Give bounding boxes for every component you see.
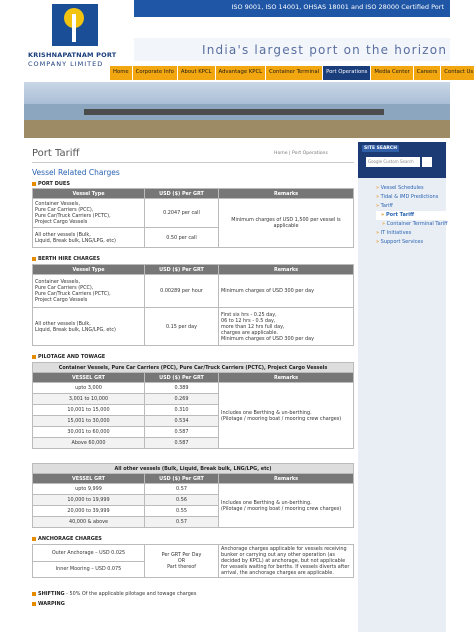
table-cell: Container Vessels, Pure Car Carriers (PCC), Pure Car/Truck Carriers (PCTC), Project Cargo Vessels bbox=[33, 199, 145, 228]
page-title: Port Tariff bbox=[32, 148, 80, 159]
nav-advantage[interactable]: Advantage KPCL bbox=[216, 66, 266, 80]
anchorage-heading: ANCHORAGE CHARGES bbox=[32, 536, 102, 542]
berth-hire-heading: BERTH HIRE CHARGES bbox=[32, 256, 100, 262]
sidebar-menu bbox=[376, 184, 446, 247]
table-cell: 20,000 to 39,999 bbox=[33, 506, 145, 517]
top-bar bbox=[134, 0, 450, 17]
shifting-heading: SHIFTING bbox=[32, 591, 65, 597]
table-cell: 0.55 bbox=[145, 506, 219, 517]
table-cell: 0.56 bbox=[145, 495, 219, 506]
table-cell: Includes one Berthing & un-berthing. (Pilotage / mooring boat / mooring crew charges) bbox=[219, 383, 354, 449]
table-caption: All other vessels (Bulk, Liquid, Break bulk, LNG/LPG, etc) bbox=[33, 464, 354, 474]
table-cell: 0.50 per call bbox=[145, 228, 219, 248]
table-cell: 15,001 to 30,000 bbox=[33, 416, 145, 427]
nav-port-operations[interactable]: Port Operations bbox=[323, 66, 370, 80]
nav-home[interactable]: Home bbox=[110, 66, 132, 80]
table-cell: Anchorage charges applicable for vessels receiving bunker or carrying out any other operation (as decided by KPCL) at anchorage, but not applicable for vessels waiting for berths. If vessels diverts after arrival, the anchorage charges are applicable. bbox=[219, 545, 354, 578]
pilotage-heading: PILOTAGE AND TOWAGE bbox=[32, 354, 105, 360]
table-cell: First six hrs - 0.25 day, 06 to 12 hrs - 0.5 day, more than 12 hrs full day, charges are applicable. Minimum charges of USD 300 per day bbox=[219, 308, 354, 346]
sidebar-item-it-initiatives[interactable]: » IT Initiatives bbox=[376, 229, 446, 238]
col-remarks: Remarks bbox=[219, 189, 354, 199]
table-cell: All other vessels (Bulk, Liquid, Break bulk, LNG/LPG, etc) bbox=[33, 228, 145, 248]
pilotage-table-1 bbox=[32, 362, 354, 449]
breadcrumb[interactable]: Home | Port Operations bbox=[274, 151, 328, 156]
table-cell: Above 60,000 bbox=[33, 438, 145, 449]
nav-contact[interactable]: Contact Us bbox=[441, 66, 474, 80]
sidebar-item-support-services[interactable]: » Support Services bbox=[376, 238, 446, 247]
table-cell: 0.534 bbox=[145, 416, 219, 427]
table-cell: Container Vessels, Pure Car Carriers (PCC), Pure Car/Truck Carriers (PCTC), Project Cargo Vessels bbox=[33, 275, 145, 308]
col-usd: USD ($) Per GRT bbox=[145, 189, 219, 199]
port-dues-heading: PORT DUES bbox=[32, 181, 70, 187]
site-header bbox=[24, 0, 474, 82]
company-name: KRISHNAPATNAM PORT bbox=[28, 51, 117, 59]
col-usd: USD ($) Per GRT bbox=[145, 474, 219, 484]
anchorage-table bbox=[32, 544, 354, 578]
site-search-box bbox=[358, 142, 446, 178]
tagline: India's largest port on the horizon bbox=[202, 43, 448, 57]
nav-media-center[interactable]: Media Center bbox=[371, 66, 412, 80]
site-search-title: SITE SEARCH bbox=[364, 146, 397, 151]
nav-container-terminal[interactable]: Container Terminal bbox=[266, 66, 322, 80]
table-cell: 0.310 bbox=[145, 405, 219, 416]
table-cell: Minimum charges of USD 300 per day bbox=[219, 275, 354, 308]
company-suffix: COMPANY LIMITED bbox=[28, 60, 104, 68]
table-cell: 3,001 to 10,000 bbox=[33, 394, 145, 405]
table-cell: 0.57 bbox=[145, 484, 219, 495]
shifting-text: - 50% Of the applicable pilotage and towage charges bbox=[64, 591, 197, 597]
table-cell: 0.587 bbox=[145, 438, 219, 449]
port-dues-table bbox=[32, 188, 354, 248]
sidebar-item-tidal-predictions[interactable]: » Tidal & IMD Predictions bbox=[376, 193, 446, 202]
certification-text: ISO 9001, ISO 14001, OHSAS 18001 and ISO 28000 Certified Port bbox=[231, 3, 444, 11]
col-remarks: Remarks bbox=[219, 474, 354, 484]
table-cell: 30,001 to 60,000 bbox=[33, 427, 145, 438]
table-cell: Outer Anchorage – USD 0.025 bbox=[33, 545, 145, 562]
table-cell: Inner Mooring – USD 0.075 bbox=[33, 561, 145, 578]
table-cell: upto 9,999 bbox=[33, 484, 145, 495]
table-cell: Includes one Berthing & un-berthing. (Pilotage / mooring boat / mooring crew charges) bbox=[219, 484, 354, 528]
section-title: Vessel Related Charges bbox=[32, 168, 120, 177]
table-cell: upto 3,000 bbox=[33, 383, 145, 394]
nav-about[interactable]: About KPCL bbox=[178, 66, 215, 80]
col-usd: USD ($) Per GRT bbox=[145, 265, 219, 275]
table-cell: All other vessels (Bulk, Liquid, Break bulk, LNG/LPG, etc) bbox=[33, 308, 145, 346]
page bbox=[24, 0, 474, 632]
table-cell: 0.389 bbox=[145, 383, 219, 394]
search-input[interactable]: Google Custom Search bbox=[366, 157, 420, 167]
nav-corporate-info[interactable]: Corporate Info bbox=[133, 66, 177, 80]
col-usd: USD ($) Per GRT bbox=[145, 373, 219, 383]
warping-heading: WARPING bbox=[32, 601, 65, 607]
col-vessel-type: Vessel Type bbox=[33, 189, 145, 199]
sidebar-item-tariff[interactable]: » Tariff bbox=[376, 202, 446, 211]
port-banner-image bbox=[24, 82, 450, 138]
table-cell: Per GRT Per Day OR Part thereof bbox=[145, 545, 219, 578]
pilotage-table-2 bbox=[32, 463, 354, 528]
main-nav bbox=[110, 66, 474, 80]
col-vessel-grt: VESSEL GRT bbox=[33, 373, 145, 383]
table-cell: 10,001 to 15,000 bbox=[33, 405, 145, 416]
sidebar-item-container-tariff[interactable]: » Container Terminal Tariff bbox=[376, 220, 446, 229]
table-cell: 0.00289 per hour bbox=[145, 275, 219, 308]
divider bbox=[32, 162, 354, 163]
col-remarks: Remarks bbox=[219, 265, 354, 275]
table-cell: 0.269 bbox=[145, 394, 219, 405]
logo-emblem bbox=[52, 4, 98, 46]
col-vessel-type: Vessel Type bbox=[33, 265, 145, 275]
berth-hire-table bbox=[32, 264, 354, 346]
search-button[interactable] bbox=[422, 157, 432, 167]
table-caption: Container Vessels, Pure Car Carriers (PCC), Pure Car/Truck Carriers (PCTC), Project Cargo Vessels bbox=[33, 363, 354, 373]
shifting-note bbox=[32, 591, 196, 597]
table-cell: 0.15 per day bbox=[145, 308, 219, 346]
table-cell: Minimum charges of USD 1,500 per vessel is applicable bbox=[219, 199, 354, 248]
sidebar-item-vessel-schedules[interactable]: » Vessel Schedules bbox=[376, 184, 446, 193]
col-remarks: Remarks bbox=[219, 373, 354, 383]
table-cell: 0.587 bbox=[145, 427, 219, 438]
sidebar-item-port-tariff[interactable]: » Port Tariff bbox=[376, 211, 446, 220]
col-vessel-grt: VESSEL GRT bbox=[33, 474, 145, 484]
table-cell: 0.2047 per call bbox=[145, 199, 219, 228]
table-cell: 40,000 & above bbox=[33, 517, 145, 528]
nav-careers[interactable]: Careers bbox=[414, 66, 440, 80]
table-cell: 0.57 bbox=[145, 517, 219, 528]
table-cell: 10,000 to 19,999 bbox=[33, 495, 145, 506]
